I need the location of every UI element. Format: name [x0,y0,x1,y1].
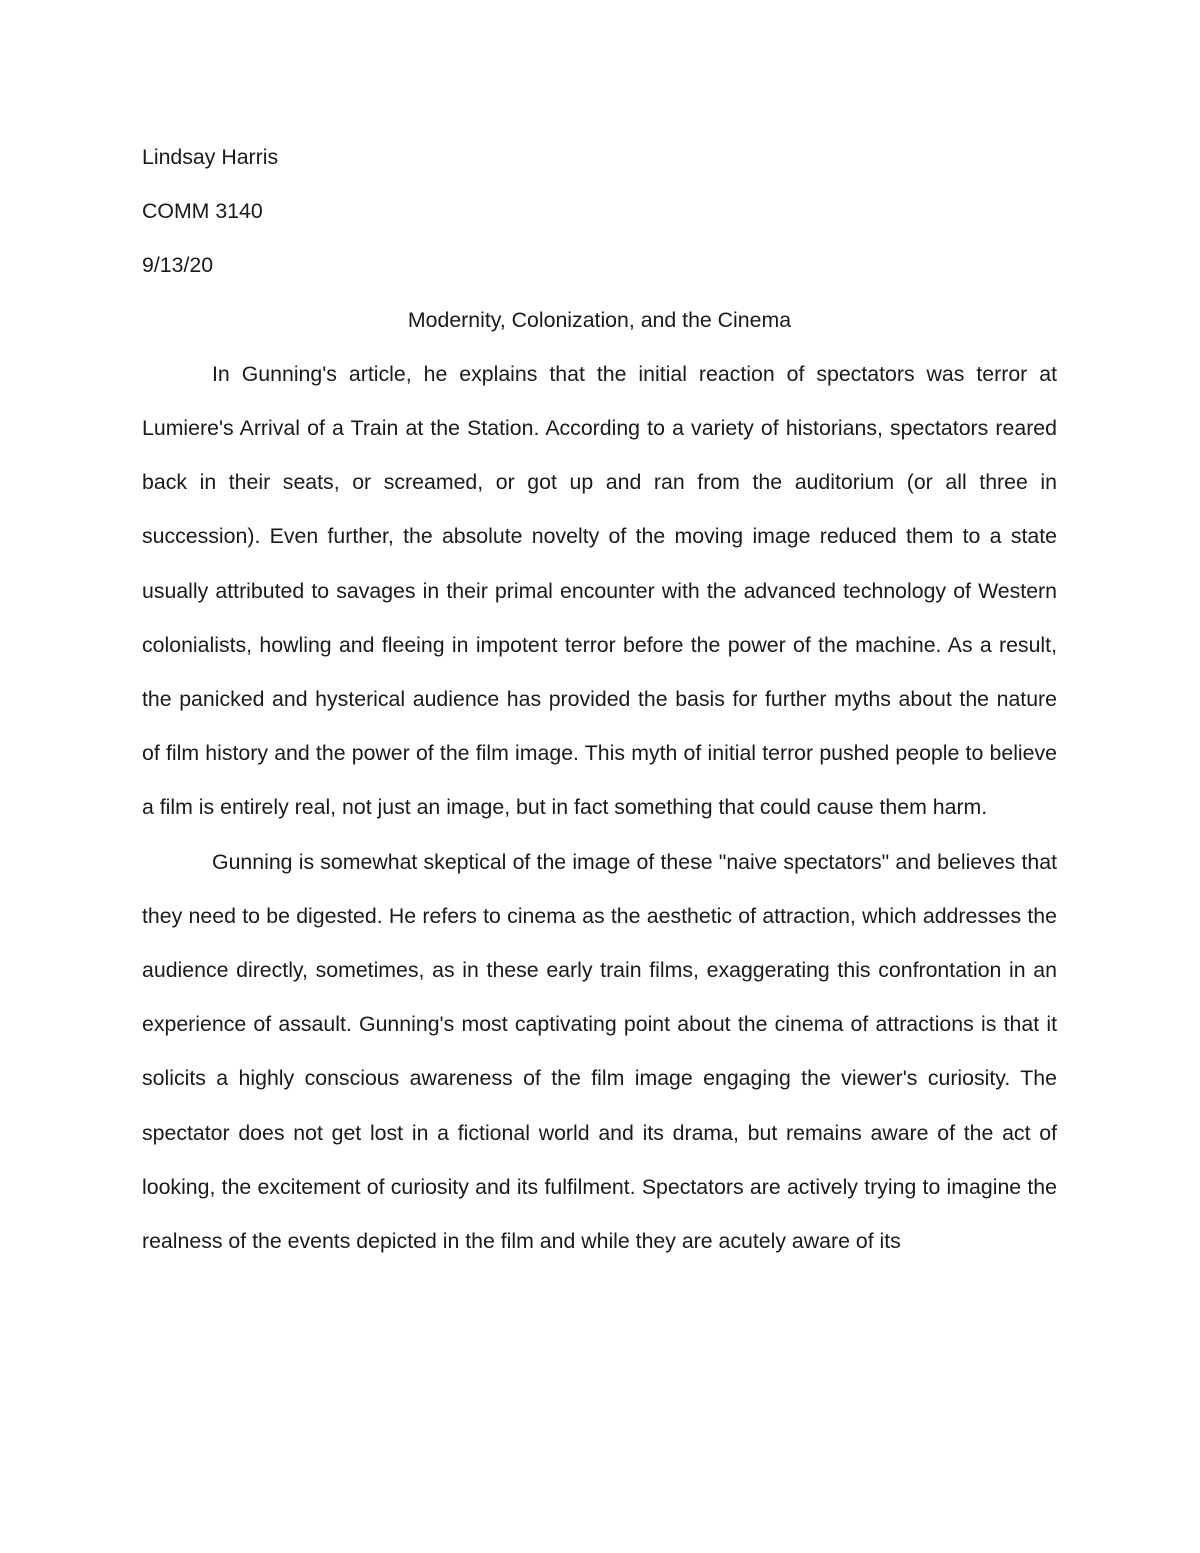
paragraph-1: In Gunning's article, he explains that the initial reaction of spectators was terror at Lumiere's Arrival of a Train at the Station. According to a variety of historians, spectators reared back in their seats, or screamed, or got up and ran from the auditorium (or all three in succession). Even further, the absolute novelty of the moving image reduced them to a state usually attributed to savages in their primal encounter with the advanced technology of Western colonialists, howling and fleeing in impotent terror before the power of the machine. As a result, the panicked and hysterical audience has provided the basis for further myths about the nature of film history and the power of the film image. This myth of initial terror pushed people to believe a film is entirely real, not just an image, but in fact something that could cause them harm. [142,361,1057,820]
document-date: 9/13/20 [142,253,214,278]
document-body [142,130,1057,1268]
paragraph-2: Gunning is somewhat skeptical of the image of these "naive spectators" and believes that they need to be digested. He refers to cinema as the aesthetic of attraction, which addresses the audience directly, sometimes, as in these early train films, exaggerating this confrontation in an experience of assault. Gunning's most captivating point about the cinema of attractions is that it solicits a highly conscious awareness of the film image engaging the viewer's curiosity. The spectator does not get lost in a fictional world and its drama, but remains aware of the act of looking, the excitement of curiosity and its fulfilment. Spectators are actively trying to imagine the realness of the events depicted in the film and while they are acutely aware of its [142,849,1057,1254]
author-name: Lindsay Harris [142,145,279,169]
document-title: Modernity, Colonization, and the Cinema [407,307,792,332]
course-code: COMM 3140 [142,199,263,224]
